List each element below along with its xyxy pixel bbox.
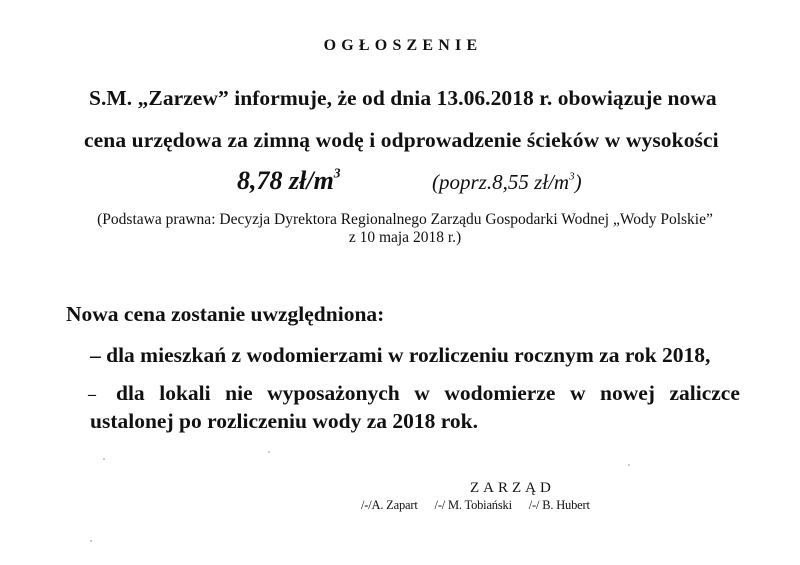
signatories: [361, 498, 590, 513]
list-dash: –: [88, 386, 96, 403]
word: w: [414, 381, 430, 405]
list-dash: –: [90, 343, 101, 367]
word: lokali: [159, 381, 211, 405]
legal-basis-line-2: z 10 maja 2018 r.): [348, 229, 462, 246]
word: dla: [116, 381, 145, 405]
list-item: [90, 343, 710, 368]
lead-line-2: cena urzędowa za zimną wodę i odprowadzenie ścieków w wysokości: [84, 128, 719, 152]
previous-price-suffix: ): [574, 170, 582, 194]
word: w: [569, 381, 586, 405]
new-price: [237, 166, 341, 196]
word: wyposażonych: [267, 381, 400, 405]
board-heading: ZARZĄD: [470, 480, 555, 496]
new-price-exponent: 3: [333, 165, 341, 181]
signatory: /-/ B. Hubert: [528, 498, 590, 512]
word: nie: [225, 381, 253, 405]
signatory: /-/A. Zapart: [361, 498, 418, 512]
legal-basis: [0, 211, 800, 247]
subheading: Nowa cena zostanie uwzględniona:: [66, 302, 385, 326]
previous-price: [432, 170, 582, 195]
list-item-text: dla mieszkań z wodomierzami w rozliczeniu rocznym za rok 2018,: [106, 343, 711, 367]
new-price-value: 8,78 zł/m: [237, 166, 334, 195]
list-item-line-2: ustalonej po rozliczeniu wody za 2018 rok.: [90, 409, 478, 433]
lead-line-1: S.M. „Zarzew” informuje, że od dnia 13.06.2018 r. obowiązuje nowa: [89, 86, 717, 110]
scan-speck: [90, 540, 92, 542]
legal-basis-line-1: (Podstawa prawna: Decyzja Dyrektora Regionalnego Zarządu Gospodarki Wodnej „Wody Polskie”: [97, 211, 713, 228]
scan-speck: [628, 464, 630, 466]
word: zaliczce: [669, 381, 740, 405]
scan-speck: [103, 458, 105, 460]
list-item-line-1: [116, 381, 740, 406]
previous-price-exponent: 3: [569, 170, 575, 183]
word: nowej: [600, 381, 655, 405]
signatory: /-/ M. Tobiański: [434, 498, 512, 512]
word: wodomierze: [444, 381, 556, 405]
scan-speck: [268, 451, 270, 453]
announcement-title: OGŁOSZENIE: [323, 37, 483, 54]
previous-price-prefix: (poprz.8,55 zł/m: [432, 170, 570, 194]
